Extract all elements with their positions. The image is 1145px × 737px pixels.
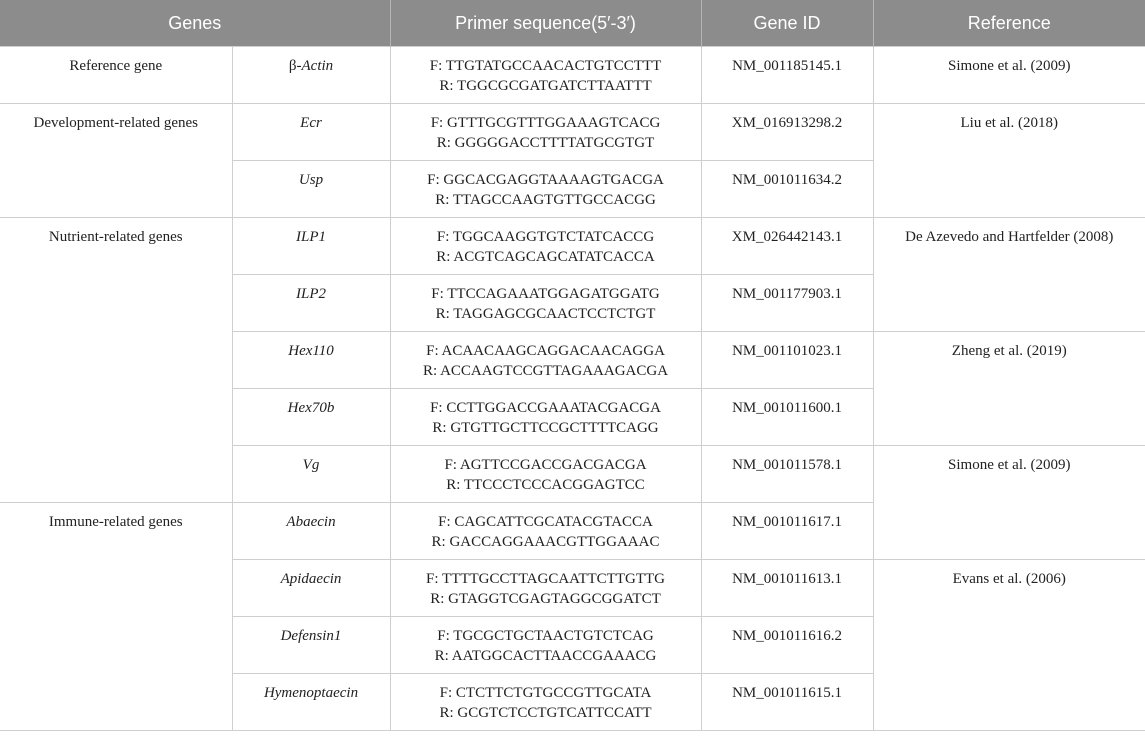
gene-id: XM_016913298.2 — [701, 104, 873, 161]
gene-id: NM_001177903.1 — [701, 275, 873, 332]
group-label: Development-related genes — [0, 104, 232, 218]
gene-name: Usp — [232, 161, 390, 218]
reverse-primer: R: ACCAAGTCCGTTAGAAAGACGA — [422, 363, 669, 379]
reverse-primer: R: TTAGCCAAGTGTTGCCACGG — [435, 192, 656, 208]
header-genes: Genes — [0, 0, 390, 47]
forward-primer: F: GTTTGCGTTTGGAAAGTCACG — [430, 115, 661, 131]
gene-name: Defensin1 — [232, 617, 390, 674]
primer-sequence — [390, 332, 701, 389]
reverse-primer: R: GTAGGTCGAGTAGGCGGATCT — [430, 591, 661, 607]
primer-sequence — [390, 161, 701, 218]
gene-id: XM_026442143.1 — [701, 218, 873, 275]
table-row — [0, 218, 1145, 275]
header-gene-id: Gene ID — [701, 0, 873, 47]
primer-sequence — [390, 275, 701, 332]
gene-name: Ecr — [232, 104, 390, 161]
reference: Simone et al. (2009) — [873, 446, 1145, 560]
reference: Liu et al. (2018) — [873, 104, 1145, 218]
forward-primer: F: CTCTTCTGTGCCGTTGCATA — [439, 685, 652, 701]
table-row — [0, 47, 1145, 104]
reverse-primer: R: ACGTCAGCAGCATATCACCA — [436, 249, 655, 265]
group-label: Nutrient-related genes — [0, 218, 232, 503]
forward-primer: F: TTTTGCCTTAGCAATTCTTGTTG — [426, 571, 665, 587]
reverse-primer: R: GTGTTGCTTCCGCTTTTCAGG — [432, 420, 659, 436]
gene-name — [232, 47, 390, 104]
gene-name: ILP2 — [232, 275, 390, 332]
primer-sequence — [390, 47, 701, 104]
gene-id: NM_001011634.2 — [701, 161, 873, 218]
gene-name-text: Actin — [301, 58, 334, 74]
forward-primer: F: TGCGCTGCTAACTGTCTCAG — [437, 628, 654, 644]
gene-name: ILP1 — [232, 218, 390, 275]
gene-id: NM_001185145.1 — [701, 47, 873, 104]
reference: Simone et al. (2009) — [873, 47, 1145, 104]
forward-primer: F: TTGTATGCCAACACTGTCCTTT — [429, 58, 662, 74]
forward-primer: F: TGGCAAGGTGTCTATCACCG — [436, 229, 655, 245]
primer-sequence — [390, 503, 701, 560]
forward-primer: F: TTCCAGAAATGGAGATGGATG — [431, 286, 660, 302]
primer-sequence — [390, 674, 701, 731]
primer-sequence — [390, 104, 701, 161]
reverse-primer: R: GGGGGACCTTTTATGCGTGT — [436, 135, 655, 151]
reference: Zheng et al. (2019) — [873, 332, 1145, 446]
header-row — [0, 0, 1145, 47]
gene-id: NM_001011600.1 — [701, 389, 873, 446]
gene-name: Vg — [232, 446, 390, 503]
gene-id: NM_001011578.1 — [701, 446, 873, 503]
gene-id: NM_001011616.2 — [701, 617, 873, 674]
forward-primer: F: CAGCATTCGCATACGTACCA — [438, 514, 653, 530]
primer-sequence — [390, 617, 701, 674]
forward-primer: F: CCTTGGACCGAAATACGACGA — [430, 400, 661, 416]
reference: De Azevedo and Hartfelder (2008) — [873, 218, 1145, 332]
gene-name: Abaecin — [232, 503, 390, 560]
table-row — [0, 104, 1145, 161]
reverse-primer: R: TGGCGCGATGATCTTAATTT — [439, 78, 652, 94]
primer-sequence — [390, 446, 701, 503]
reverse-primer: R: TAGGAGCGCAACTCCTCTGT — [435, 306, 656, 322]
header-primer-sequence: Primer sequence(5′-3′) — [390, 0, 701, 47]
gene-id: NM_001011613.1 — [701, 560, 873, 617]
gene-prefix: β- — [288, 58, 302, 74]
header-reference: Reference — [873, 0, 1145, 47]
gene-name: Apidaecin — [232, 560, 390, 617]
primer-sequence — [390, 218, 701, 275]
gene-name: Hymenoptaecin — [232, 674, 390, 731]
reverse-primer: R: AATGGCACTTAACCGAAACG — [434, 648, 657, 664]
group-label: Reference gene — [0, 47, 232, 104]
gene-id: NM_001101023.1 — [701, 332, 873, 389]
primer-sequence — [390, 389, 701, 446]
gene-name: Hex110 — [232, 332, 390, 389]
gene-name: Hex70b — [232, 389, 390, 446]
reference: Evans et al. (2006) — [873, 560, 1145, 731]
forward-primer: F: GGCACGAGGTAAAAGTGACGA — [427, 172, 664, 188]
reverse-primer: R: GCGTCTCCTGTCATTCCATT — [439, 705, 652, 721]
forward-primer: F: ACAACAAGCAGGACAACAGGA — [426, 343, 665, 359]
gene-id: NM_001011615.1 — [701, 674, 873, 731]
forward-primer: F: AGTTCCGACCGACGACGA — [444, 457, 647, 473]
group-label: Immune-related genes — [0, 503, 232, 731]
reverse-primer: R: GACCAGGAAACGTTGGAAAC — [431, 534, 660, 550]
reverse-primer: R: TTCCCTCCCACGGAGTCC — [446, 477, 645, 493]
gene-id: NM_001011617.1 — [701, 503, 873, 560]
primer-sequence — [390, 560, 701, 617]
